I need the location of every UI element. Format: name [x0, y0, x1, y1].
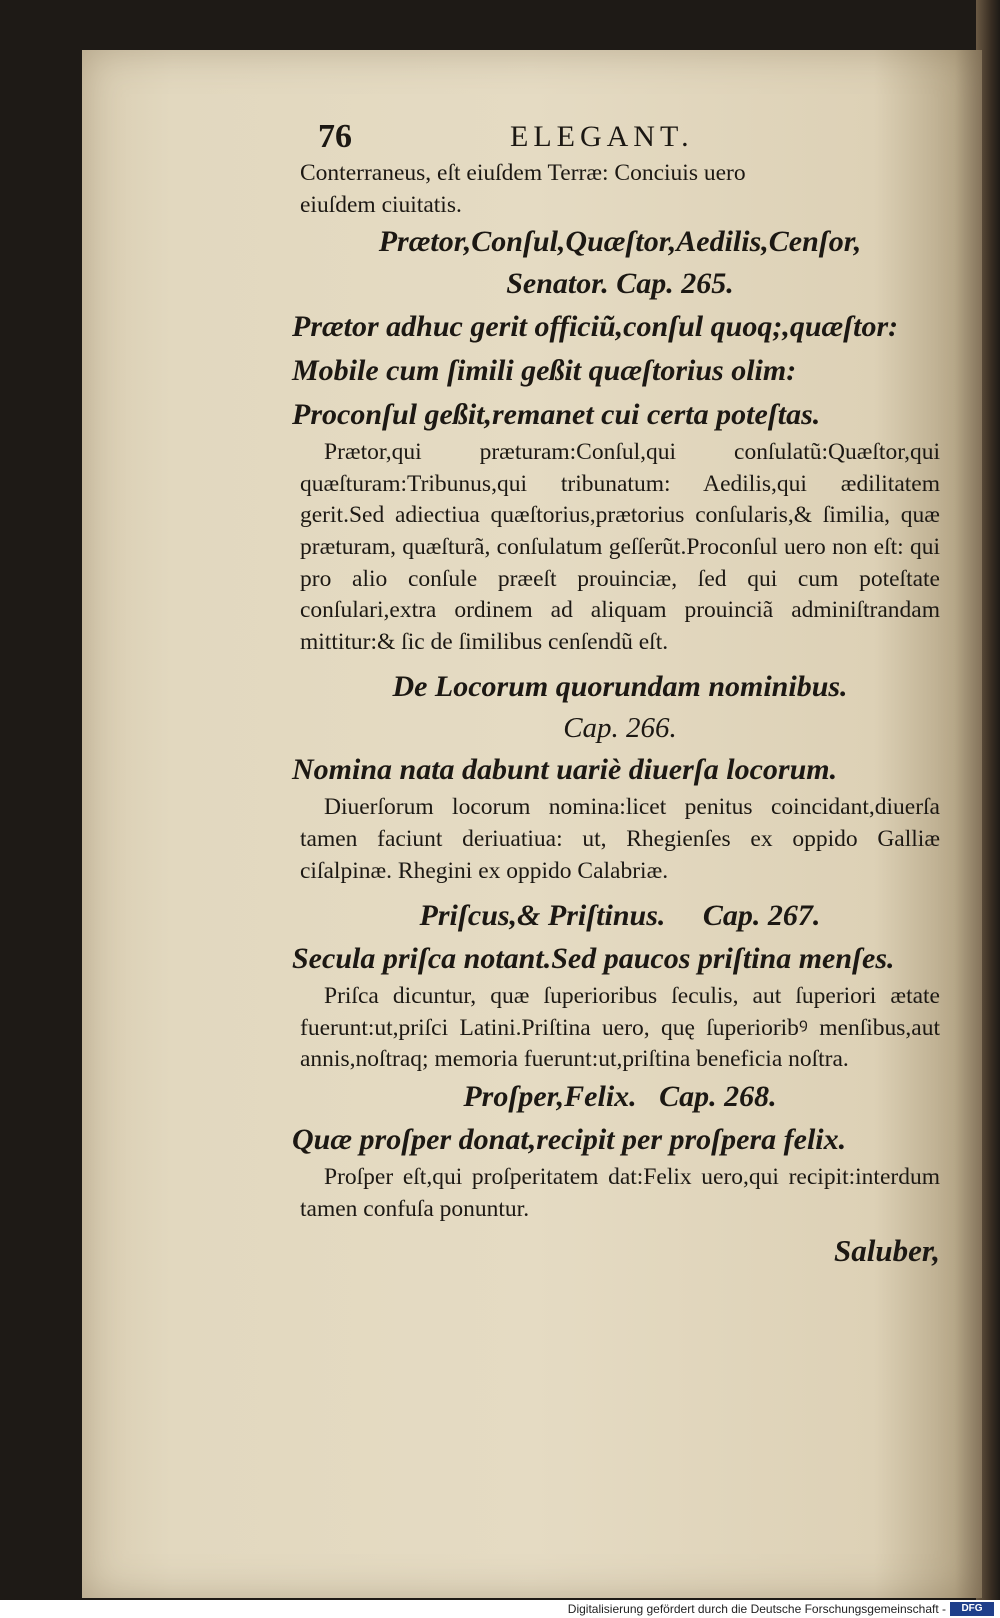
- chapter-268-commentary: Proſper eſt,qui proſperitatem dat:Felix uero,qui recipit:interdum tamen confuſa ponuntur.: [300, 1163, 940, 1222]
- dfg-logo: DFG: [950, 1602, 994, 1616]
- chapter-title-line: Senator. Cap. 265.: [506, 267, 734, 301]
- chapter-267-commentary: Priſca dicuntur, quæ ſuperioribus ſeculis, aut ſuperiori ætate fuerunt:ut,priſci Latini.Priſtina uero, quę ſuperioribꝰ menſibus,aut annis,noſtraq; memoria fuerunt:ut,priſtina beneficia noſtra.: [300, 983, 940, 1073]
- chapter-267-verse: Secula priſca notant.Sed paucos priſtina menſes.: [292, 942, 895, 976]
- chapter-265-title: [300, 221, 940, 305]
- digitization-credit: Digitalisierung gefördert durch die Deutsche Forschungsgemeinschaft -: [0, 1600, 1000, 1618]
- chapter-266-verse: Nomina nata dabunt uariè diuerſa locorum.: [292, 753, 838, 787]
- intro-line: Conterraneus, eſt eiuſdem Terræ: Conciuis uero: [300, 160, 746, 186]
- running-title: ELEGANT.: [510, 120, 694, 153]
- intro-line: eiuſdem ciuitatis.: [300, 191, 462, 218]
- chapter-265-verse: [292, 305, 940, 437]
- verse-line: Prætor adhuc gerit officiũ,conſul quoq;,quæſtor:: [292, 310, 899, 344]
- chapter-266-commentary: Diuerſorum locorum nomina:licet penitus coincidant,diuerſa tamen faciunt deriuatiua: ut, Rhegienſes ex oppido Galliæ ciſalpinæ. Rhegini ex oppido Calabriæ.: [300, 794, 940, 884]
- chapter-268-verse: Quæ proſper donat,recipit per proſpera felix.: [292, 1122, 847, 1156]
- chapter-267-title: Priſcus,& Priſtinus. Cap. 267.: [419, 899, 821, 933]
- catchword: Saluber,: [834, 1233, 940, 1269]
- chapter-266-number: Cap. 266.: [563, 712, 677, 745]
- verse-line: Proconſul geßit,remanet cui certa poteſtas.: [292, 398, 821, 432]
- chapter-266-title: De Locorum quorundam nominibus.: [392, 670, 848, 704]
- running-head: [300, 118, 940, 158]
- chapter-title-line: Prætor,Conſul,Quæſtor,Aedilis,Cenſor,: [378, 225, 862, 259]
- chapter-265-commentary: Prætor,qui præturam:Conſul,qui conſulatũ:Quæſtor,qui quæſturam:Tribunus,qui tribunatum: Aedilis,qui ædilitatem gerit.Sed adiectiua quæſtorius,prætorius conſularis,& ſimilia, quæ præturam, quæſturã, conſulatum geſſerũt.Proconſul uero non eſt: qui pro alio conſule præeſt prouinciæ, ſed qui cum poteſtate conſulari,extra ordinem ad aliquam prouinciã adminiſtrandam mittitur:& ſic de ſimilibus cenſendũ eſt.: [300, 439, 940, 655]
- chapter-268-title: Proſper,Felix. Cap. 268.: [463, 1079, 777, 1113]
- page-text: [292, 118, 940, 1269]
- page-number: 76: [318, 118, 352, 155]
- intro-text: [300, 158, 940, 221]
- verse-line: Mobile cum ſimili geßit quæſtorius olim:: [292, 354, 797, 388]
